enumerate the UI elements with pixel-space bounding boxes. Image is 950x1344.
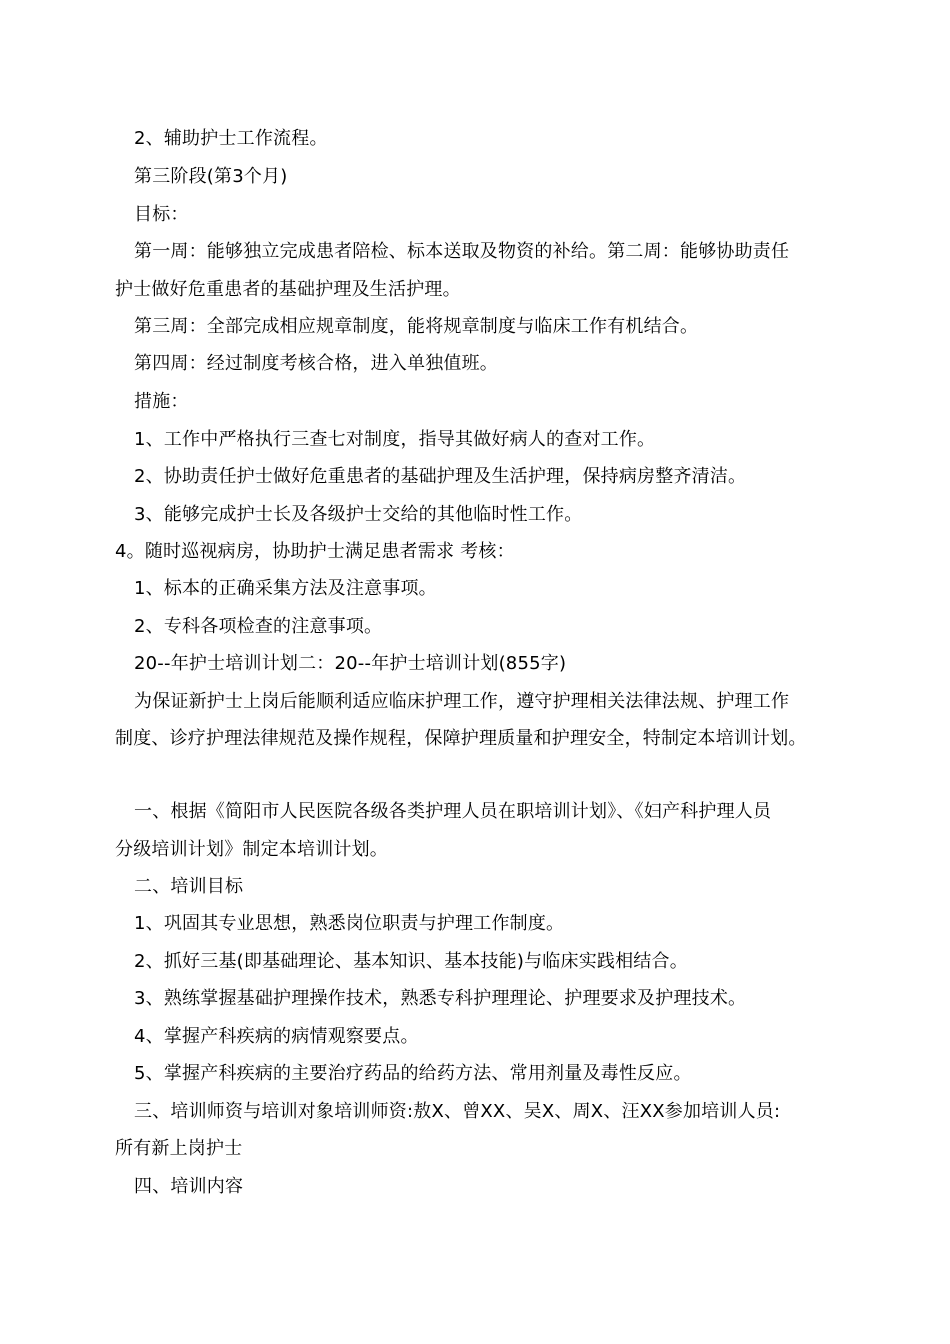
paragraph-line: 2、专科各项检查的注意事项。 xyxy=(134,616,383,637)
section-heading: 20--年护士培训计划二：20--年护士培训计划(855字) xyxy=(134,653,567,674)
list-item: 1、巩固其专业思想，熟悉岗位职责与护理工作制度。 xyxy=(134,913,565,934)
list-item: 5、掌握产科疾病的主要治疗药品的给药方法、常用剂量及毒性反应。 xyxy=(134,1063,692,1084)
list-item: 3、熟练掌握基础护理操作技术，熟悉专科护理理论、护理要求及护理技术。 xyxy=(134,988,747,1009)
paragraph-line: 为保证新护士上岗后能顺利适应临床护理工作，遵守护理相关法律法规、护理工作 xyxy=(134,691,790,712)
paragraph-line: 第一周：能够独立完成患者陪检、标本送取及物资的补给。第二周：能够协助责任 xyxy=(134,241,790,262)
paragraph-line: 第三周：全部完成相应规章制度，能将规章制度与临床工作有机结合。 xyxy=(134,316,699,337)
paragraph-line: 2、辅助护士工作流程。 xyxy=(134,128,328,149)
paragraph-line: 2、协助责任护士做好危重患者的基础护理及生活护理，保持病房整齐清洁。 xyxy=(134,466,747,487)
paragraph-line: 一、根据《简阳市人民医院各级各类护理人员在职培训计划》、《妇产科护理人员 xyxy=(134,801,772,822)
paragraph-line: 所有新上岗护士 xyxy=(115,1138,243,1159)
paragraph-line: 3、能够完成护士长及各级护士交给的其他临时性工作。 xyxy=(134,504,583,525)
paragraph-line: 1、工作中严格执行三查七对制度，指导其做好病人的查对工作。 xyxy=(134,429,656,450)
list-item: 2、抓好三基(即基础理论、基本知识、基本技能)与临床实践相结合。 xyxy=(134,951,688,972)
section-heading: 第三阶段(第3个月) xyxy=(134,166,288,187)
section-heading: 二、培训目标 xyxy=(134,876,244,897)
paragraph-line: 第四周：经过制度考核合格，进入单独值班。 xyxy=(134,353,498,374)
section-heading: 三、培训师资与培训对象培训师资:敖X、曾XX、吴X、周X、汪XX参加培训人员: xyxy=(134,1101,781,1122)
list-item: 4、掌握产科疾病的病情观察要点。 xyxy=(134,1026,419,1047)
paragraph-line: 1、标本的正确采集方法及注意事项。 xyxy=(134,578,437,599)
paragraph-line: 护士做好危重患者的基础护理及生活护理。 xyxy=(115,279,461,300)
paragraph-line: 目标： xyxy=(134,204,189,225)
section-heading: 四、培训内容 xyxy=(134,1176,244,1197)
paragraph-line: 制度、诊疗护理法律规范及操作规程，保障护理质量和护理安全，特制定本培训计划。 xyxy=(115,728,807,749)
paragraph-line: 措施： xyxy=(134,391,189,412)
paragraph-line: 4。随时巡视病房，协助护士满足患者需求 考核： xyxy=(115,541,515,562)
paragraph-line: 分级培训计划》制定本培训计划。 xyxy=(115,839,388,860)
